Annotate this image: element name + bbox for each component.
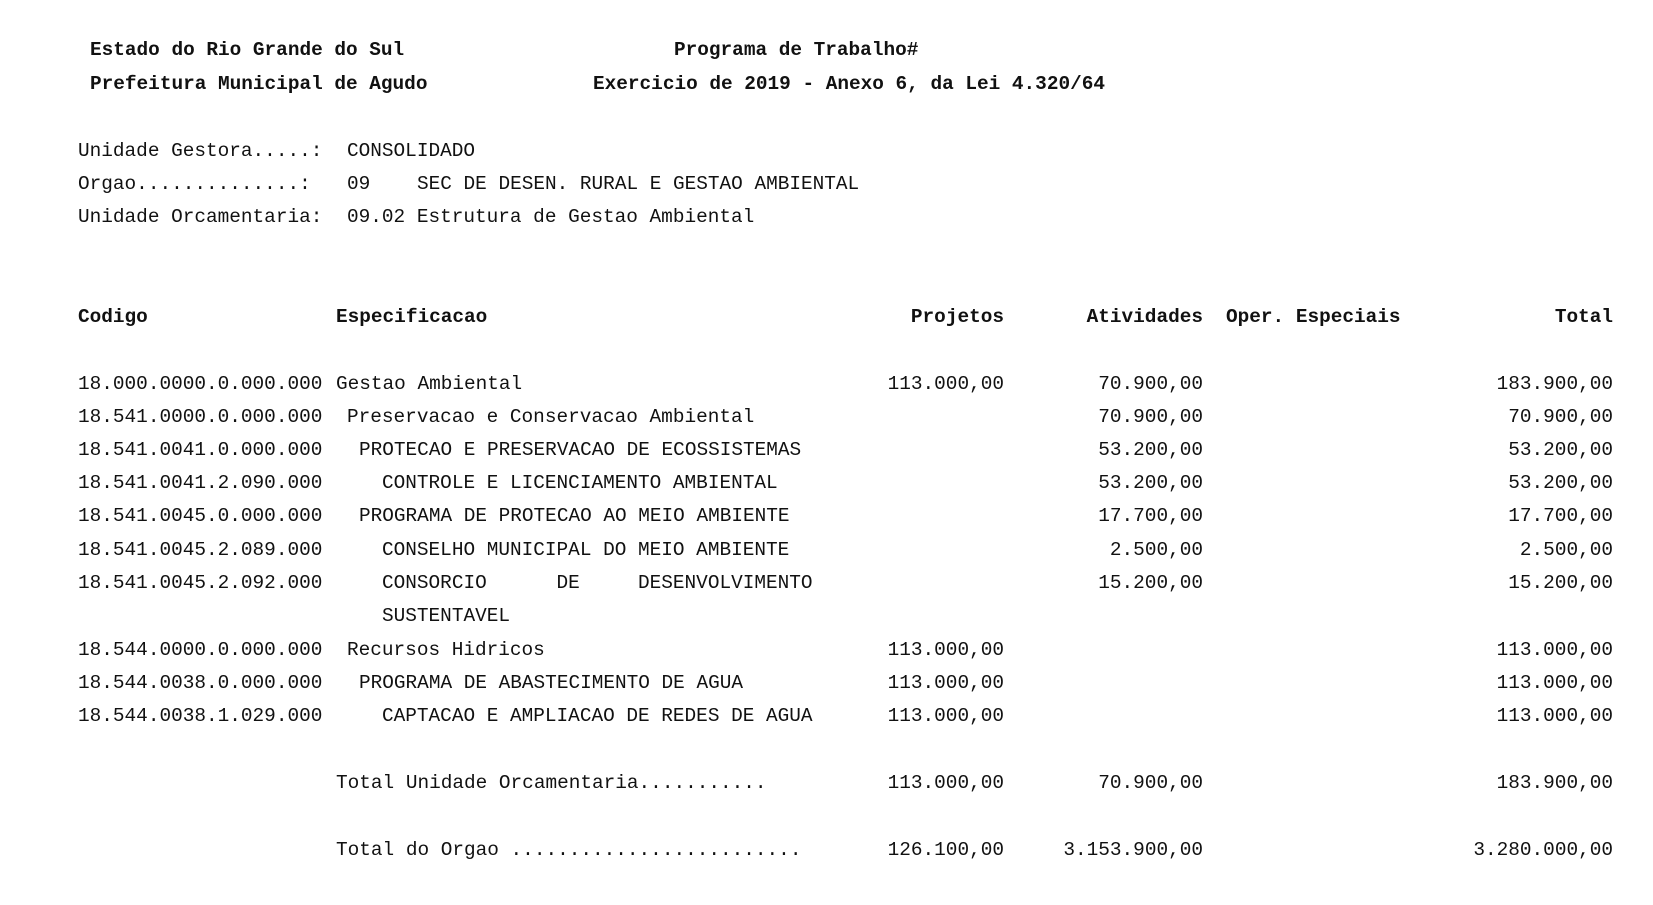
header-atividades: Atividades [1086, 306, 1203, 328]
row-1-codigo: 18.541.0000.0.000.000 [78, 406, 323, 428]
row-8-codigo: 18.544.0038.0.000.000 [78, 672, 323, 694]
header-oper-especiais: Oper. Especiais [1226, 306, 1401, 328]
state-name: Estado do Rio Grande do Sul [90, 39, 405, 61]
row-2-especificacao: PROTECAO E PRESERVACAO DE ECOSSISTEMAS [359, 439, 802, 461]
row-2-atividades: 53.200,00 [1098, 439, 1203, 461]
row-3-atividades: 53.200,00 [1098, 472, 1203, 494]
row-9-total: 113.000,00 [1496, 705, 1613, 727]
municipality-name: Prefeitura Municipal de Agudo [90, 73, 428, 95]
row-0-projetos: 113.000,00 [887, 373, 1004, 395]
orgao-label: Orgao..............: [78, 173, 311, 195]
total-unidade-label: Total Unidade Orcamentaria........... [336, 772, 767, 794]
row-7-especificacao: Recursos Hidricos [347, 639, 545, 661]
row-3-especificacao: CONTROLE E LICENCIAMENTO AMBIENTAL [382, 472, 778, 494]
row-8-especificacao: PROGRAMA DE ABASTECIMENTO DE AGUA [359, 672, 743, 694]
row-9-codigo: 18.544.0038.1.029.000 [78, 705, 323, 727]
row-8-total: 113.000,00 [1496, 672, 1613, 694]
row-6-codigo: 18.541.0045.2.092.000 [78, 572, 323, 594]
row-7-total: 113.000,00 [1496, 639, 1613, 661]
orgao-name: SEC DE DESEN. RURAL E GESTAO AMBIENTAL [417, 173, 860, 195]
row-9-especificacao: CAPTACAO E AMPLIACAO DE REDES DE AGUA [382, 705, 813, 727]
row-3-total: 53.200,00 [1508, 472, 1613, 494]
total-orgao-total: 3.280.000,00 [1473, 839, 1613, 861]
row-0-atividades: 70.900,00 [1098, 373, 1203, 395]
row-1-atividades: 70.900,00 [1098, 406, 1203, 428]
row-5-codigo: 18.541.0045.2.089.000 [78, 539, 323, 561]
row-4-total: 17.700,00 [1508, 505, 1613, 527]
row-1-total: 70.900,00 [1508, 406, 1613, 428]
row-5-especificacao: CONSELHO MUNICIPAL DO MEIO AMBIENTE [382, 539, 790, 561]
report-subtitle: Exercicio de 2019 - Anexo 6, da Lei 4.320/64 [593, 73, 1105, 95]
row-4-especificacao: PROGRAMA DE PROTECAO AO MEIO AMBIENTE [359, 505, 790, 527]
row-2-codigo: 18.541.0041.0.000.000 [78, 439, 323, 461]
row-5-total: 2.500,00 [1519, 539, 1613, 561]
row-6-especificacao-continuation: SUSTENTAVEL [382, 605, 510, 627]
unidade-orcamentaria-label: Unidade Orcamentaria: [78, 206, 323, 228]
row-9-projetos: 113.000,00 [887, 705, 1004, 727]
header-total: Total [1554, 306, 1613, 328]
row-2-total: 53.200,00 [1508, 439, 1613, 461]
header-projetos: Projetos [910, 306, 1004, 328]
unidade-orcamentaria-value: 09.02 Estrutura de Gestao Ambiental [347, 206, 755, 228]
row-1-especificacao: Preservacao e Conservacao Ambiental [347, 406, 755, 428]
row-6-total: 15.200,00 [1508, 572, 1613, 594]
total-orgao-label: Total do Orgao ......................... [336, 839, 802, 861]
row-6-especificacao: CONSORCIO DE DESENVOLVIMENTO [382, 572, 813, 594]
total-orgao-projetos: 126.100,00 [887, 839, 1004, 861]
row-0-total: 183.900,00 [1496, 373, 1613, 395]
row-7-projetos: 113.000,00 [887, 639, 1004, 661]
row-0-especificacao: Gestao Ambiental [336, 373, 523, 395]
row-0-codigo: 18.000.0000.0.000.000 [78, 373, 323, 395]
orgao-code: 09 [347, 173, 371, 195]
row-7-codigo: 18.544.0000.0.000.000 [78, 639, 323, 661]
total-unidade-projetos: 113.000,00 [887, 772, 1004, 794]
row-4-codigo: 18.541.0045.0.000.000 [78, 505, 323, 527]
row-8-projetos: 113.000,00 [887, 672, 1004, 694]
row-6-atividades: 15.200,00 [1098, 572, 1203, 594]
row-4-atividades: 17.700,00 [1098, 505, 1203, 527]
total-unidade-atividades: 70.900,00 [1098, 772, 1203, 794]
header-codigo: Codigo [78, 306, 148, 328]
total-orgao-atividades: 3.153.900,00 [1063, 839, 1203, 861]
unidade-gestora-label: Unidade Gestora.....: [78, 140, 323, 162]
report-title: Programa de Trabalho# [674, 39, 919, 61]
header-especificacao: Especificacao [336, 306, 488, 328]
row-5-atividades: 2.500,00 [1109, 539, 1203, 561]
total-unidade-total: 183.900,00 [1496, 772, 1613, 794]
unidade-gestora-value: CONSOLIDADO [347, 140, 475, 162]
row-3-codigo: 18.541.0041.2.090.000 [78, 472, 323, 494]
